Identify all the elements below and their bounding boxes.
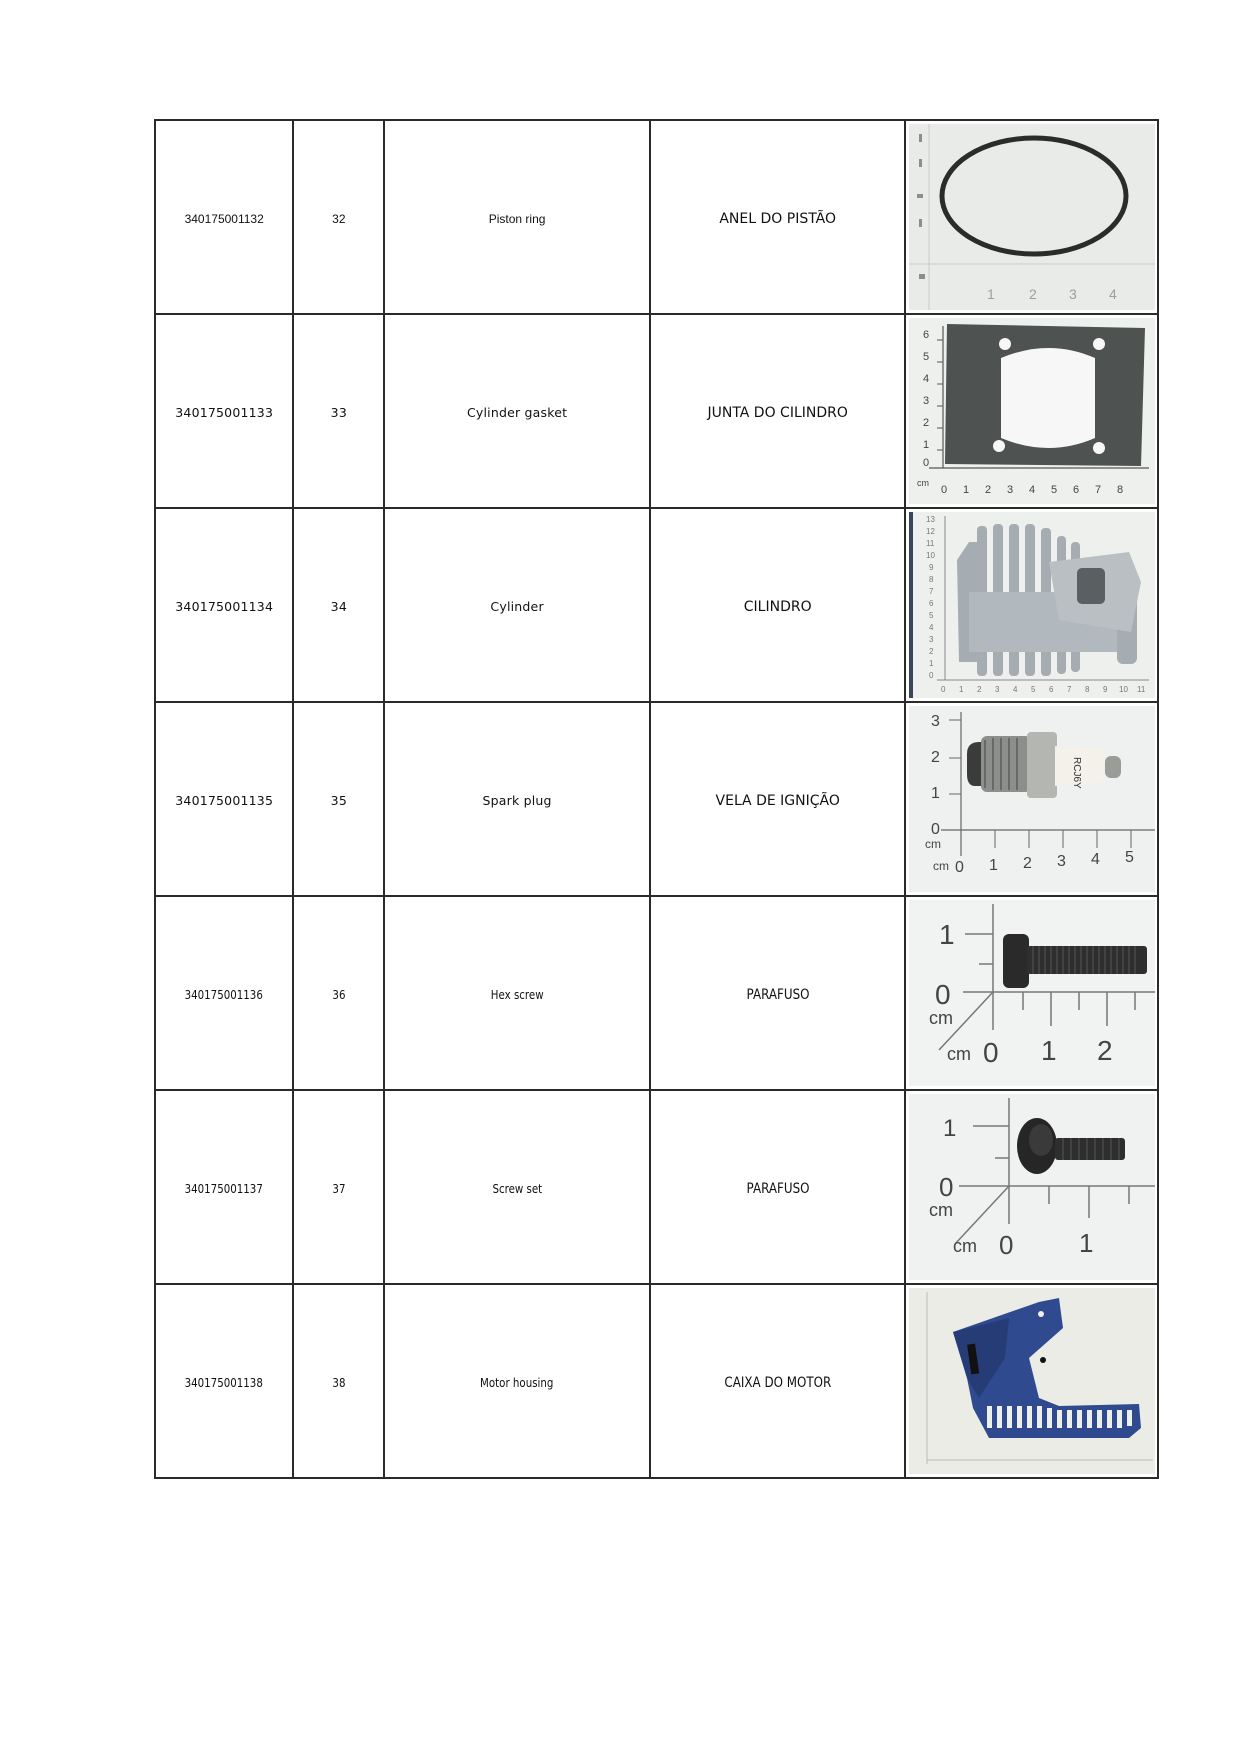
svg-text:1: 1: [988, 857, 998, 874]
position-cell: [293, 702, 384, 896]
english-name-cell: [384, 1284, 650, 1478]
portuguese-name-cell: [650, 1284, 906, 1478]
svg-text:10: 10: [1118, 685, 1128, 694]
svg-text:1: 1: [928, 659, 934, 668]
svg-text:12: 12: [925, 527, 935, 536]
part-name-english: Motor housing: [480, 1374, 554, 1390]
svg-text:4: 4: [1108, 286, 1117, 302]
svg-text:4: 4: [1012, 685, 1018, 694]
svg-text:5: 5: [1124, 849, 1134, 866]
svg-text:13: 13: [925, 515, 935, 524]
screw-set-photo: [909, 1094, 1155, 1280]
part-name-english: Cylinder gasket: [466, 404, 568, 420]
photo-cell: [905, 314, 1158, 508]
table-row: [155, 1284, 1158, 1478]
svg-text:2: 2: [922, 417, 929, 429]
part-name-portuguese: VELA DE IGNIÇÃO: [715, 792, 840, 809]
part-name-portuguese: CILINDRO: [743, 598, 812, 615]
article-number-cell: [155, 508, 293, 702]
part-name-portuguese: JUNTA DO CILINDRO: [707, 404, 848, 421]
article-number: 340175001132: [184, 211, 264, 226]
svg-text:1: 1: [942, 1115, 957, 1142]
spark-plug-photo: [909, 706, 1155, 892]
svg-text:4: 4: [928, 623, 934, 632]
part-name-english: Piston ring: [488, 211, 546, 226]
photo-cell: [905, 896, 1158, 1090]
svg-text:3: 3: [1056, 853, 1066, 870]
svg-text:3: 3: [994, 685, 1000, 694]
svg-text:11: 11: [925, 539, 935, 548]
position-cell: [293, 1284, 384, 1478]
svg-text:3: 3: [930, 713, 940, 730]
svg-text:0: 0: [922, 457, 929, 469]
part-name-english: Screw set: [492, 1180, 542, 1196]
motor-housing-photo: [909, 1288, 1155, 1474]
english-name-cell: [384, 896, 650, 1090]
svg-text:9: 9: [928, 563, 934, 572]
svg-text:8: 8: [928, 575, 934, 584]
position-cell: [293, 120, 384, 314]
svg-text:7: 7: [928, 587, 934, 596]
portuguese-name-cell: [650, 314, 906, 508]
svg-text:4: 4: [1028, 484, 1035, 496]
table-row: [155, 702, 1158, 896]
svg-text:4: 4: [922, 373, 929, 385]
position-number: 36: [332, 986, 346, 1002]
svg-text:5: 5: [928, 611, 934, 620]
position-number: 38: [332, 1374, 346, 1390]
svg-text:6: 6: [1048, 685, 1054, 694]
position-cell: [293, 1090, 384, 1284]
svg-text:7: 7: [1094, 484, 1101, 496]
position-number: 35: [330, 792, 347, 808]
svg-text:1: 1: [958, 685, 964, 694]
svg-text:0: 0: [998, 1230, 1014, 1260]
svg-text:0: 0: [940, 484, 947, 496]
svg-text:3: 3: [928, 635, 934, 644]
svg-text:2: 2: [976, 685, 982, 694]
cylinder-photo: [909, 512, 1155, 698]
position-number: 37: [332, 1180, 346, 1196]
photo-cell: [905, 508, 1158, 702]
svg-text:2: 2: [1028, 286, 1037, 302]
part-name-english: Hex screw: [490, 986, 544, 1002]
portuguese-name-cell: [650, 120, 906, 314]
piston-ring-photo: [909, 124, 1155, 310]
svg-text:0: 0: [938, 1172, 954, 1202]
article-number: 340175001135: [175, 792, 274, 808]
english-name-cell: [384, 1090, 650, 1284]
portuguese-name-cell: [650, 1090, 906, 1284]
svg-text:2: 2: [928, 647, 934, 656]
svg-text:8: 8: [1084, 685, 1090, 694]
article-number-cell: [155, 1284, 293, 1478]
svg-text:cm: cm: [928, 1200, 953, 1220]
portuguese-name-cell: [650, 508, 906, 702]
photo-cell: [905, 702, 1158, 896]
svg-text:2: 2: [1022, 855, 1032, 872]
svg-text:1: 1: [962, 484, 969, 496]
cylinder-gasket-photo: [909, 318, 1155, 504]
portuguese-name-cell: [650, 896, 906, 1090]
svg-text:6: 6: [1072, 484, 1079, 496]
position-cell: [293, 508, 384, 702]
svg-text:0: 0: [934, 979, 951, 1010]
part-name-english: Spark plug: [482, 792, 552, 808]
svg-text:11: 11: [1136, 685, 1146, 694]
svg-text:6: 6: [922, 329, 929, 341]
svg-text:7: 7: [1066, 685, 1072, 694]
svg-text:cm: cm: [924, 837, 941, 851]
svg-text:4: 4: [1090, 851, 1100, 868]
svg-text:0: 0: [928, 671, 934, 680]
svg-text:0: 0: [940, 685, 946, 694]
svg-text:2: 2: [1096, 1035, 1113, 1066]
part-name-portuguese: PARAFUSO: [746, 986, 810, 1003]
photo-cell: [905, 1090, 1158, 1284]
article-number: 340175001136: [185, 986, 264, 1002]
svg-text:10: 10: [925, 551, 935, 560]
svg-text:3: 3: [922, 395, 929, 407]
svg-text:cm: cm: [916, 478, 929, 488]
svg-text:0: 0: [954, 859, 964, 876]
svg-text:8: 8: [1116, 484, 1123, 496]
part-name-english: Cylinder: [490, 598, 544, 614]
table-row: [155, 508, 1158, 702]
svg-text:3: 3: [1006, 484, 1013, 496]
part-name-portuguese: ANEL DO PISTÃO: [719, 210, 837, 227]
article-number-cell: [155, 896, 293, 1090]
hex-screw-photo: [909, 900, 1155, 1086]
svg-text:1: 1: [1040, 1035, 1057, 1066]
svg-text:5: 5: [1030, 685, 1036, 694]
article-number-cell: [155, 120, 293, 314]
svg-text:0: 0: [930, 821, 940, 838]
table-row: [155, 896, 1158, 1090]
article-number: 340175001133: [175, 404, 274, 420]
svg-text:1: 1: [986, 286, 995, 302]
article-number: 340175001134: [175, 598, 274, 614]
english-name-cell: [384, 702, 650, 896]
table-row: [155, 120, 1158, 314]
english-name-cell: [384, 508, 650, 702]
parts-table: [154, 119, 1159, 1479]
svg-text:1: 1: [922, 439, 929, 451]
english-name-cell: [384, 314, 650, 508]
svg-text:6: 6: [928, 599, 934, 608]
svg-text:RCJ6Y: RCJ6Y: [1070, 757, 1082, 789]
svg-text:cm: cm: [928, 1008, 953, 1028]
photo-cell: [905, 1284, 1158, 1478]
photo-cell: [905, 120, 1158, 314]
english-name-cell: [384, 120, 650, 314]
article-number-cell: [155, 314, 293, 508]
part-name-portuguese: PARAFUSO: [746, 1180, 810, 1197]
svg-text:5: 5: [1050, 484, 1057, 496]
svg-text:cm: cm: [932, 859, 949, 873]
svg-text:0: 0: [982, 1037, 999, 1068]
svg-text:1: 1: [1078, 1228, 1094, 1258]
svg-text:1: 1: [930, 785, 940, 802]
part-name-portuguese: CAIXA DO MOTOR: [724, 1374, 832, 1391]
position-cell: [293, 896, 384, 1090]
table-row: [155, 1090, 1158, 1284]
svg-text:cm: cm: [946, 1044, 971, 1064]
svg-text:5: 5: [922, 351, 929, 363]
position-number: 34: [330, 598, 347, 614]
svg-text:3: 3: [1068, 286, 1077, 302]
svg-text:9: 9: [1102, 685, 1108, 694]
position-number: 33: [330, 404, 347, 420]
portuguese-name-cell: [650, 702, 906, 896]
table-row: [155, 314, 1158, 508]
position-cell: [293, 314, 384, 508]
article-number-cell: [155, 702, 293, 896]
svg-text:2: 2: [984, 484, 991, 496]
svg-text:cm: cm: [952, 1236, 977, 1256]
article-number: 340175001137: [185, 1180, 264, 1196]
article-number-cell: [155, 1090, 293, 1284]
svg-text:1: 1: [938, 919, 955, 950]
svg-text:2: 2: [930, 749, 940, 766]
position-number: 32: [332, 211, 346, 226]
article-number: 340175001138: [185, 1374, 264, 1390]
